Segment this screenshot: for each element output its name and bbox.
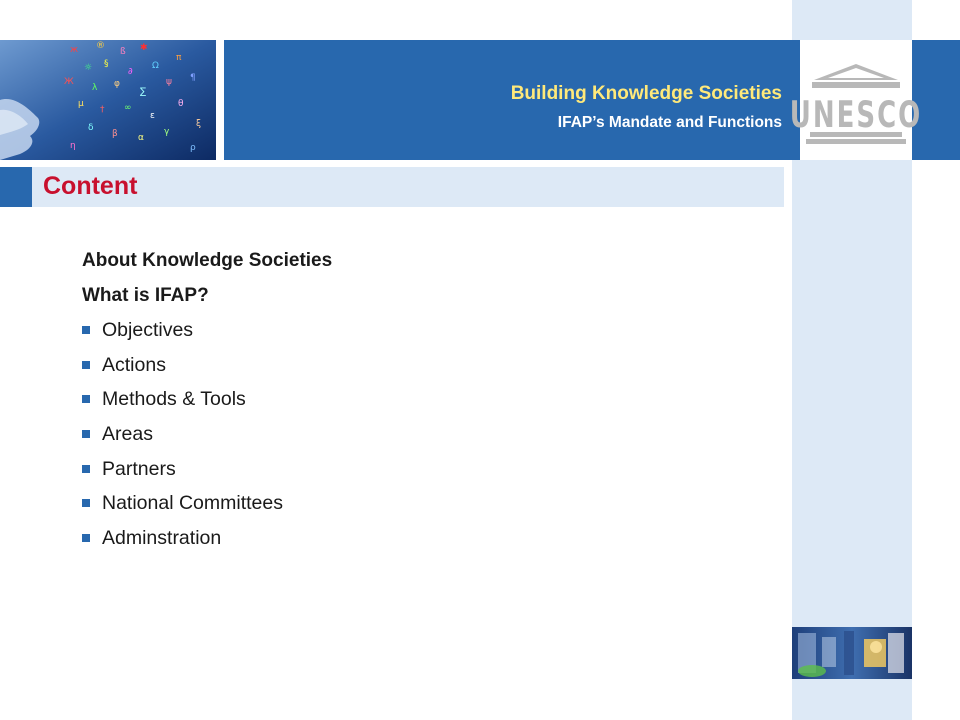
outline-subitem (82, 524, 332, 559)
hero-face-image (0, 40, 216, 160)
outline-subitem (82, 420, 332, 455)
square-bullet-icon (82, 465, 90, 473)
svg-text:μ: μ (78, 99, 84, 109)
svg-text:Ж: Ж (64, 77, 74, 87)
svg-text:ψ: ψ (166, 77, 172, 87)
outline-item-label: What is IFAP? (82, 284, 209, 306)
svg-text:ж: ж (70, 45, 79, 55)
svg-text:ρ: ρ (190, 143, 196, 153)
svg-text:ε: ε (150, 111, 155, 121)
svg-text:θ: θ (178, 99, 184, 109)
outline-item (82, 282, 332, 317)
outline-subitem-label: Adminstration (102, 527, 222, 550)
svg-text:α: α (138, 133, 144, 143)
square-bullet-icon (82, 430, 90, 438)
outline-subitem-label: Methods & Tools (102, 388, 246, 411)
square-bullet-icon (82, 534, 90, 542)
outline-item-label: About Knowledge Societies (82, 250, 333, 271)
svg-text:∂: ∂ (128, 67, 133, 77)
outline-subitem (82, 385, 332, 420)
outline-subitem (82, 455, 332, 490)
svg-text:®: ® (96, 41, 105, 51)
svg-text:∞: ∞ (124, 103, 132, 113)
square-bullet-icon (82, 499, 90, 507)
svg-text:γ: γ (164, 127, 170, 137)
svg-text:☼: ☼ (84, 63, 93, 73)
outline-subitem (82, 351, 332, 386)
svg-text:∑: ∑ (140, 87, 147, 97)
outline-item (82, 247, 332, 282)
decorative-photo (792, 627, 912, 679)
svg-text:†: † (100, 105, 105, 115)
header-subtitle: IFAP’s Mandate and Functions (557, 114, 782, 131)
svg-text:β: β (112, 129, 118, 139)
outline-subitem-label: Partners (102, 457, 176, 480)
square-bullet-icon (82, 361, 90, 369)
svg-text:ß: ß (120, 47, 126, 57)
section-title-bar (0, 167, 784, 207)
outline-subitem (82, 316, 332, 351)
svg-text:δ: δ (88, 123, 94, 133)
svg-text:λ: λ (92, 83, 98, 93)
banner-divider (216, 40, 224, 160)
svg-text:¶: ¶ (190, 73, 196, 83)
svg-text:Ω: Ω (152, 61, 159, 71)
outline-subitem-label: National Committees (102, 492, 283, 515)
section-title: Content (43, 172, 138, 200)
header-title: Building Knowledge Societies (510, 83, 782, 104)
outline-subitem-label: Objectives (102, 319, 194, 341)
section-accent (0, 167, 32, 207)
svg-text:η: η (70, 141, 76, 151)
svg-text:π: π (176, 53, 182, 63)
outline-subitem-label: Areas (102, 423, 153, 446)
svg-text:§: § (104, 59, 109, 69)
content-outline (82, 247, 332, 559)
svg-text:ξ: ξ (196, 119, 202, 129)
outline-subitem-label: Actions (102, 353, 166, 376)
svg-text:✱: ✱ (140, 43, 148, 53)
outline-subitem (82, 489, 332, 524)
square-bullet-icon (82, 395, 90, 403)
svg-text:φ: φ (114, 79, 120, 89)
unesco-logo (789, 40, 923, 160)
svg-text:UNESCO: UNESCO (789, 94, 923, 137)
square-bullet-icon (82, 326, 90, 334)
